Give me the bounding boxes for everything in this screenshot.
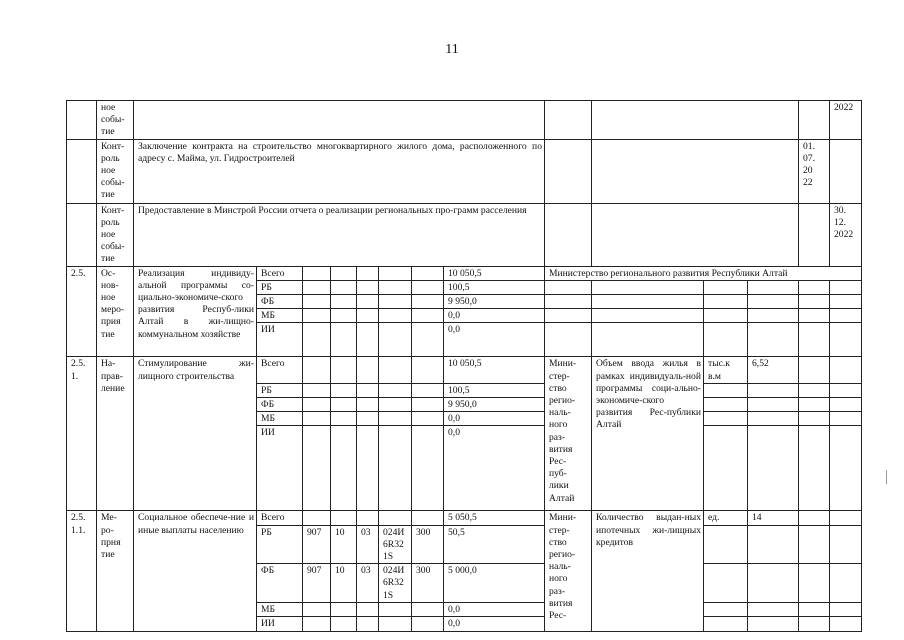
executor: Министерство регионального развития Республики Алтай [545, 266, 862, 280]
budget-code: 024И 6R32 1S [379, 564, 412, 603]
row-number: 2.5. 1. [67, 357, 97, 511]
indicator-name: Количество выдан-ных ипотечных жи-лищных кредитов [592, 511, 704, 631]
amount-value: 9 950,0 [444, 295, 545, 309]
source-label: МБ [257, 412, 303, 426]
page-number: 11 [445, 42, 459, 57]
date-cell: 01. 07. 20 22 [799, 139, 830, 203]
amount-value: 0,0 [444, 617, 545, 631]
table-row [67, 266, 862, 280]
amount-value: 50,5 [444, 525, 545, 564]
source-label: МБ [257, 603, 303, 617]
source-label: МБ [257, 309, 303, 323]
table-row [67, 511, 862, 525]
source-label: ИИ [257, 426, 303, 511]
budget-code: 03 [357, 564, 379, 603]
amount-value: 0,0 [444, 309, 545, 323]
budget-code: 907 [303, 564, 331, 603]
date-cell: 2022 [830, 101, 862, 140]
amount-value: 0,0 [444, 323, 545, 357]
activity-name: Социальное обеспече-ние и иные выплаты населению [134, 511, 257, 631]
source-label: РБ [257, 383, 303, 397]
amount-value: 0,0 [444, 426, 545, 511]
budget-code: 300 [412, 564, 444, 603]
table-row [67, 357, 862, 383]
target-value: 6,52 [748, 357, 799, 383]
source-label: ИИ [257, 323, 303, 357]
amount-value: 9 950,0 [444, 398, 545, 412]
budget-code: 024И 6R32 1S [379, 525, 412, 564]
type-cell: Конт- роль ное собы- тие [97, 203, 134, 266]
unit-cell: ед. [704, 511, 748, 525]
budget-code: 907 [303, 525, 331, 564]
amount-value: 10 050,5 [444, 357, 545, 383]
table-row [67, 101, 862, 140]
row-number: 2.5. 1.1. [67, 511, 97, 631]
executor: Мини- стер- ство регио- наль- ного раз- вития Рес- пуб- лики Алтай [545, 357, 592, 511]
scan-mark [886, 470, 887, 484]
budget-code: 300 [412, 525, 444, 564]
source-label: Всего [257, 266, 303, 280]
amount-value: 0,0 [444, 412, 545, 426]
type-cell: На- прав- ление [97, 357, 134, 511]
source-label: РБ [257, 280, 303, 294]
budget-code: 10 [331, 525, 357, 564]
source-label: ФБ [257, 398, 303, 412]
source-label: РБ [257, 525, 303, 564]
amount-value: 10 050,5 [444, 266, 545, 280]
budget-code: 03 [357, 525, 379, 564]
indicator-name: Объем ввода жилья в рамках индивидуаль-ной программы соци-ально-экономиче-ского развития Рес-публики Алтай [592, 357, 704, 511]
source-label: ФБ [257, 295, 303, 309]
row-number: 2.5. [67, 266, 97, 357]
amount-value: 5 050,5 [444, 511, 545, 525]
type-cell: Ос- нов- ное меро- прия тие [97, 266, 134, 357]
source-label: ИИ [257, 617, 303, 631]
date-cell: 30. 12. 2022 [830, 203, 862, 266]
amount-value: 5 000,0 [444, 564, 545, 603]
amount-value: 0,0 [444, 603, 545, 617]
target-value: 14 [748, 511, 799, 525]
table-row [67, 203, 862, 266]
executor: Мини- стер- ство регио- наль- ного раз- вития Рес- [545, 511, 592, 631]
unit-cell: тыс.к в.м [704, 357, 748, 383]
program-table [66, 100, 862, 632]
amount-value: 100,5 [444, 383, 545, 397]
activity-name: Реализация индивиду-альной программы со-циально-экономиче-ского развития Респуб-лики Алтай в жи-лищно-коммунальном хозяйстве [134, 266, 257, 357]
event-name: Предоставление в Минстрой России отчета о реализации региональных про-грамм расселения [134, 203, 545, 266]
budget-code: 10 [331, 564, 357, 603]
type-cell: Ме- ро- прня тие [97, 511, 134, 631]
type-cell: ное собы- тие [97, 101, 134, 140]
event-name: Заключение контракта на строительство многоквартирного жилого дома, расположенного по адресу с. Майма, ул. Гидростроителей [134, 139, 545, 203]
amount-value: 100,5 [444, 280, 545, 294]
source-label: Всего [257, 357, 303, 383]
activity-name: Стимулирование жи-лищного строительства [134, 357, 257, 511]
source-label: ФБ [257, 564, 303, 603]
table-row [67, 139, 862, 203]
type-cell: Конт- роль ное собы- тие [97, 139, 134, 203]
source-label: Всего [257, 511, 303, 525]
